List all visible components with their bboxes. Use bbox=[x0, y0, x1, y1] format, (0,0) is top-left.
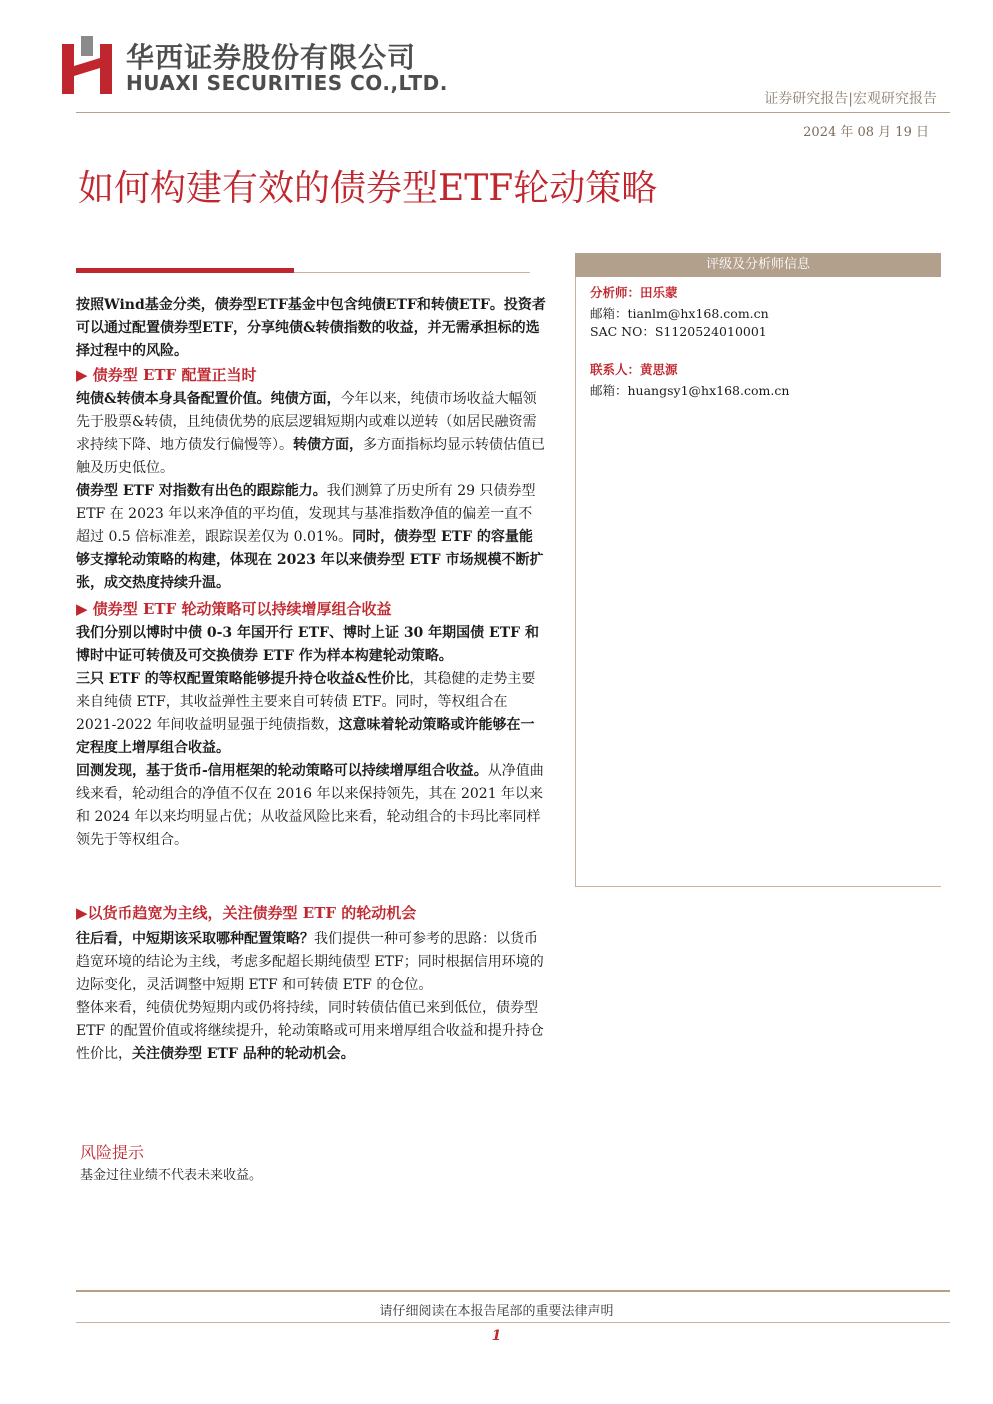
paragraph bbox=[76, 668, 546, 760]
risk-title: 风险提示 bbox=[80, 1143, 145, 1162]
bold-text-run: 这意味着轮动策略或许能够在一定程度上增厚组合收益。 bbox=[76, 717, 535, 756]
paragraph bbox=[76, 480, 546, 595]
bold-text-run: 三只 ETF 的等权配置策略能够提升持仓收益&性价比 bbox=[76, 671, 410, 687]
bold-text-run: 债券型 ETF 对指数有出色的跟踪能力。 bbox=[76, 483, 327, 499]
text-run: 今年以来，纯债市场收益大幅领先于股票&转债，且纯债优势的底层逻辑短期内或难以逆转（如居民融资需求持续下降、地方债发行偏慢等）。 bbox=[76, 391, 537, 453]
paragraph bbox=[76, 622, 546, 668]
company-name-en: HUAXI SECURITIES CO.,LTD. bbox=[126, 71, 448, 95]
analyst-email[interactable]: 邮箱：tianlm@hx168.com.cn bbox=[590, 306, 769, 321]
legal-notice: 请仔细阅读在本报告尾部的重要法律声明 bbox=[379, 1304, 614, 1319]
paragraph bbox=[76, 997, 546, 1066]
risk-text: 基金过往业绩不代表未来收益。 bbox=[80, 1168, 263, 1183]
sidebar-header: 评级及分析师信息 bbox=[575, 253, 941, 277]
company-name-cn: 华西证券股份有限公司 bbox=[126, 41, 417, 74]
section-heading-1: ▶ 债券型 ETF 配置正当时 bbox=[76, 366, 257, 384]
paragraph bbox=[76, 928, 546, 997]
bold-text-run: 往后看，中短期该采取哪种配置策略？ bbox=[76, 931, 314, 947]
text-run: 我们提供一种可参考的思路：以货币趋宽环境的结论为主线，考虑多配超长期纯债型 ETF；同时根据信用环境的边际变化，灵活调整中短期 ETF 和可转债 ETF 的仓位。 bbox=[76, 931, 544, 993]
title-underline-accent bbox=[76, 268, 294, 273]
footer-divider bbox=[76, 1290, 950, 1292]
title-underline bbox=[294, 272, 530, 273]
text-run: 整体来看，纯债优势短期内或仍将持续，同时转债估值已来到低位，债券型 ETF 的配置价值或将继续提升，轮动策略或可用来增厚组合收益和提升持仓性价比， bbox=[76, 1000, 544, 1062]
section-heading-2: ▶ 债券型 ETF 轮动策略可以持续增厚组合收益 bbox=[76, 600, 392, 618]
header-divider bbox=[76, 112, 950, 113]
bold-text-run: 我们分别以博时中债 0-3 年国开行 ETF、博时上证 30 年期国债 ETF 和博时中证可转债及可交换债券 ETF 作为样本构建轮动策略。 bbox=[76, 625, 539, 664]
huaxi-logo bbox=[62, 36, 112, 94]
bold-text-run: 关注债券型 ETF 品种的轮动机会。 bbox=[132, 1046, 355, 1062]
section-body-2 bbox=[76, 622, 546, 852]
section-heading-3: ▶以货币趋宽为主线，关注债券型 ETF 的轮动机会 bbox=[76, 904, 417, 922]
bold-text-run: 同时，债券型 ETF 的容量能够支撑轮动策略的构建，体现在 2023 年以来债券型 ETF 市场规模不断扩张，成交热度持续升温。 bbox=[76, 529, 544, 591]
contact-name: 联系人：黄思源 bbox=[590, 362, 678, 377]
footer-divider-thin bbox=[76, 1322, 950, 1323]
text-run: 我们测算了历史所有 29 只债券型 ETF 在 2023 年以来净值的平均值，发现其与基准指数净值的偏差一直不超过 0.5 倍标准差，跟踪误差仅为 0.01%。 bbox=[76, 483, 536, 545]
bold-text-run: 纯债&转债本身具备配置价值。纯债方面， bbox=[76, 391, 341, 407]
analyst-sac-number: SAC NO：S1120524010001 bbox=[590, 324, 767, 339]
section-body-3 bbox=[76, 928, 546, 1066]
bold-text-run: 转债方面， bbox=[293, 437, 363, 453]
contact-email[interactable]: 邮箱：huangsy1@hx168.com.cn bbox=[590, 383, 790, 398]
analyst-name: 分析师：田乐蒙 bbox=[590, 285, 678, 300]
text-run: 从净值曲线来看，轮动组合的净值不仅在 2016 年以来保持领先，其在 2021 年以来和 2024 年以来均明显占优；从收益风险比来看，轮动组合的卡玛比率同样领先于等权组合。 bbox=[76, 763, 544, 848]
page-number: 1 bbox=[491, 1328, 502, 1344]
text-run: 多方面指标均显示转债估值已触及历史低位。 bbox=[76, 437, 545, 476]
paragraph bbox=[76, 760, 546, 852]
summary-lead: 按照Wind基金分类，债券型ETF基金中包含纯债ETF和转债ETF。投资者可以通过配置债券型ETF，分享纯债&转债指数的收益，并无需承担标的选择过程中的风险。 bbox=[76, 297, 546, 359]
bold-text-run: 回测发现，基于货币-信用框架的轮动策略可以持续增厚组合收益。 bbox=[76, 763, 488, 779]
report-title: 如何构建有效的债券型ETF轮动策略 bbox=[78, 168, 658, 209]
report-type: 证券研究报告|宏观研究报告 bbox=[764, 91, 937, 107]
section-body-1 bbox=[76, 388, 546, 595]
report-date: 2024 年 08 月 19 日 bbox=[803, 125, 929, 140]
paragraph bbox=[76, 388, 546, 480]
text-run: ，其稳健的走势主要来自纯债 ETF，其收益弹性主要来自可转债 ETF。同时，等权组合在 2021-2022 年间收益明显强于纯债指数， bbox=[76, 671, 536, 733]
